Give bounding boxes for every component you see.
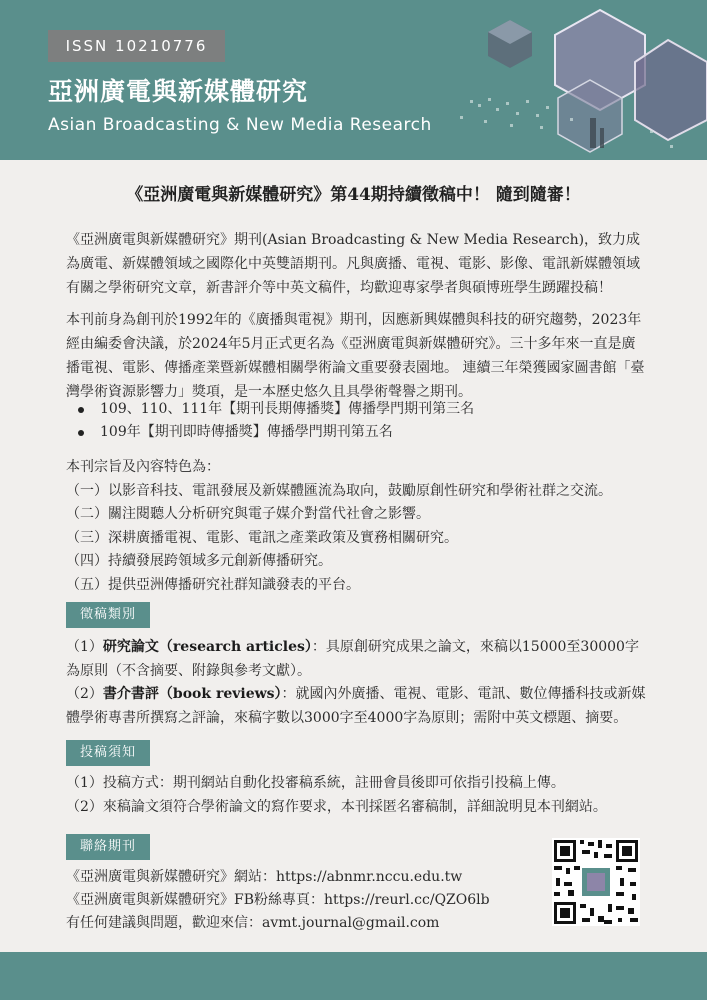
section-heading-categories: 徵稿類別 <box>66 602 150 628</box>
categories-list <box>66 636 646 730</box>
aims-intro: 本刊宗旨及內容特色為： <box>66 459 220 475</box>
list-item: （二）關注閱聽人分析研究與電子媒介對當代社會之影響。 <box>66 506 430 522</box>
issn-label: ISSN 10210776 <box>48 30 225 62</box>
awards-list <box>74 398 634 444</box>
guidelines-list <box>66 772 646 819</box>
list-item: 109、110、111年【期刊長期傳播獎】傳播學門期刊第三名 <box>74 398 634 421</box>
hexagon-decoration <box>440 0 707 160</box>
email-link[interactable]: 有任何建議與問題，歡迎來信：avmt.journal@gmail.com <box>66 915 440 931</box>
list-item <box>66 636 646 683</box>
list-item: 109年【期刊即時傳播獎】傳播學門期刊第五名 <box>74 421 634 444</box>
header-banner <box>0 0 707 160</box>
journal-title-english: Asian Broadcasting & New Media Research <box>48 115 432 135</box>
history-paragraph: 本刊前身為創刊於1992年的《廣播與電視》期刊，因應新興媒體與科技的研究趨勢，2023年經由編委會決議，於2024年5月正式更名為《亞洲廣電與新媒體研究》。三十多年來一直是廣播電視、電影、傳播產業暨新媒體相關學術論文重要發表園地。 連續三年榮獲國家圖書館「臺灣學術資源影響力」獎項，是一本歷史悠久且具學術聲譽之期刊。 <box>66 312 645 400</box>
call-for-papers-headline: 《亞洲廣電與新媒體研究》第44期持續徵稿中！ 隨到隨審！ <box>126 185 581 205</box>
list-item: （四）持續發展跨領域多元創新傳播研究。 <box>66 553 332 569</box>
contact-info <box>66 866 526 935</box>
qr-code-icon[interactable] <box>552 838 640 926</box>
list-item <box>66 683 646 730</box>
facebook-link[interactable]: 《亞洲廣電與新媒體研究》FB粉絲專頁：https://reurl.cc/QZO6lb <box>66 892 490 908</box>
aims-section <box>66 456 646 597</box>
list-item: （三）深耕廣播電視、電影、電訊之產業政策及實務相關研究。 <box>66 529 458 546</box>
section-heading-contact: 聯絡期刊 <box>66 834 150 860</box>
section-heading-guidelines: 投稿須知 <box>66 740 150 766</box>
list-item: （一）以影音科技、電訊發展及新媒體匯流為取向，鼓勵原創性研究和學術社群之交流。 <box>66 482 612 499</box>
item-description: ：具原創研究成果之論文，來稿以15000至30000字為原則（不含摘要、附錄與參考文獻）。 <box>66 639 639 679</box>
item-title: 研究論文（research articles） <box>102 639 312 655</box>
footer-bar <box>0 952 707 1000</box>
list-item: （1）投稿方式：期刊網站自動化投審稿系統，註冊會員後即可依指引投稿上傳。 <box>66 775 565 791</box>
item-title: 書介書評（book reviews） <box>102 686 282 702</box>
website-link[interactable]: 《亞洲廣電與新媒體研究》網站：https://abnmr.nccu.edu.tw <box>66 869 463 885</box>
list-item: （2）來稿論文須符合學術論文的寫作要求，本刊採匿名審稿制，詳細說明見本刊網站。 <box>66 798 607 815</box>
journal-title-chinese: 亞洲廣電與新媒體研究 <box>48 77 309 106</box>
item-prefix: （1） <box>66 639 103 655</box>
intro-paragraph: 《亞洲廣電與新媒體研究》期刊(Asian Broadcasting & New Media Research)，致力成為廣電、新媒體領域之國際化中英雙語期刊。凡與廣播、電視、電影、影像、電訊新媒體領域有關之學術研究文章，新書評介等中英文稿件，均歡迎專家學者與碩博班學生踴躍投稿！ <box>66 232 641 296</box>
item-description: ：就國內外廣播、電視、電影、電訊、數位傳播科技或新媒體學術專書所撰寫之評論，來稿字數以3000字至4000字為原則；需附中英文標題、摘要。 <box>66 686 646 726</box>
list-item: （五）提供亞洲傳播研究社群知識發表的平台。 <box>66 576 360 593</box>
item-prefix: （2） <box>66 686 103 702</box>
